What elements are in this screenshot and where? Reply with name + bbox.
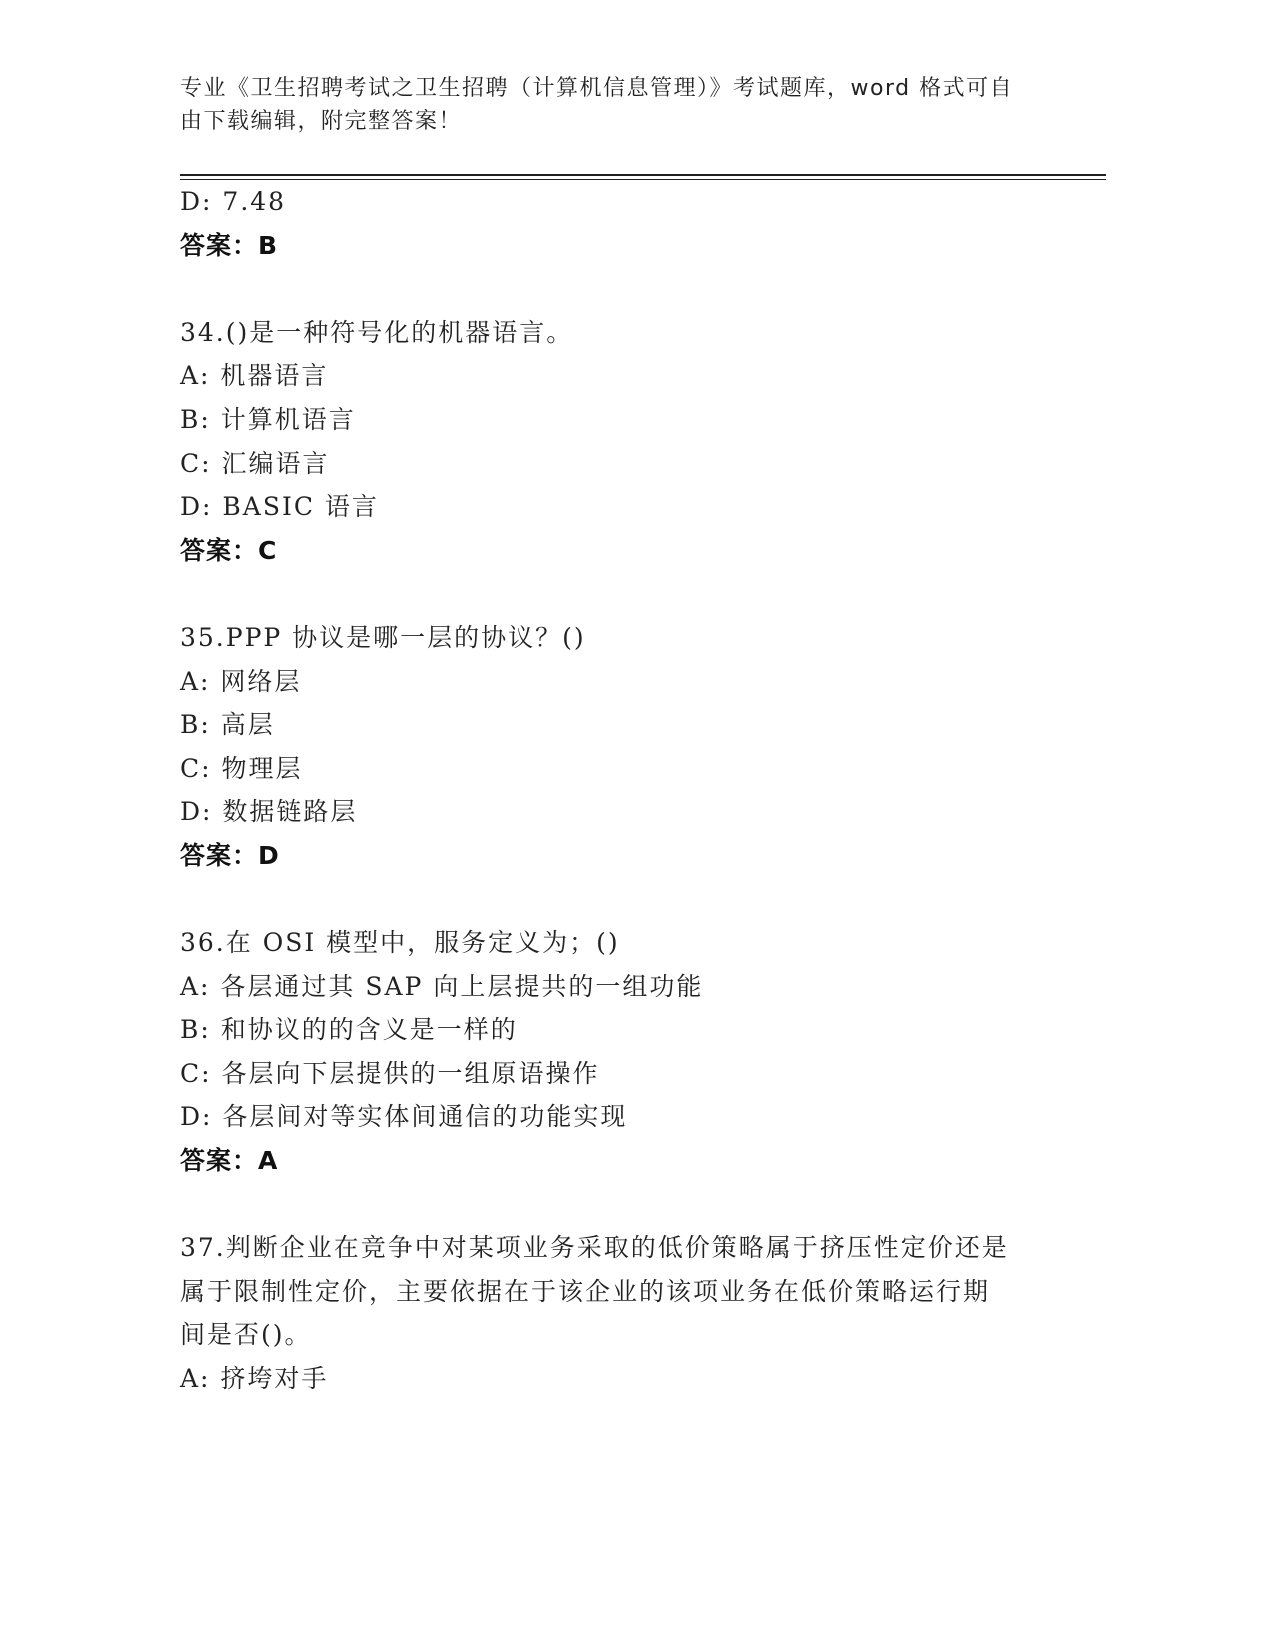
header-line-1: 专业《卫生招聘考试之卫生招聘（计算机信息管理）》考试题库，word 格式可自 — [180, 76, 1014, 101]
option-a: A: 挤垮对手 — [180, 1364, 329, 1394]
document-header — [180, 72, 1060, 138]
question-stem-line-2: 属于限制性定价，主要依据在于该企业的该项业务在低价策略运行期 — [180, 1276, 991, 1306]
spacer — [180, 267, 1060, 311]
option-c: C: 各层向下层提供的一组原语操作 — [180, 1058, 600, 1088]
option-b: B: 和协议的的含义是一样的 — [180, 1015, 518, 1045]
option-d: D: 7.48 — [180, 187, 287, 216]
question-stem: 35.PPP 协议是哪一层的协议？() — [180, 622, 586, 652]
spacer — [180, 878, 1060, 922]
option-d: D: 数据链路层 — [180, 797, 358, 827]
spacer — [180, 572, 1060, 616]
answer-line: 答案：B — [180, 230, 279, 260]
option-a: A: 网络层 — [180, 666, 302, 696]
header-line-2: 由下载编辑，附完整答案！ — [180, 109, 463, 134]
question-stem: 34.()是一种符号化的机器语言。 — [180, 317, 574, 347]
option-b: B: 高层 — [180, 710, 275, 740]
option-a: A: 各层通过其 SAP 向上层提共的一组功能 — [180, 971, 704, 1001]
option-c: C: 物理层 — [180, 753, 303, 783]
option-d: D: BASIC 语言 — [180, 492, 379, 522]
option-d: D: 各层间对等实体间通信的功能实现 — [180, 1102, 628, 1132]
question-list — [180, 180, 1060, 1401]
question-stem: 36.在 OSI 模型中，服务定义为；() — [180, 928, 620, 958]
answer-line: 答案：C — [180, 535, 278, 565]
header-divider-thick — [180, 174, 1106, 176]
option-a: A: 机器语言 — [180, 361, 329, 391]
question-stem-line-1: 37.判断企业在竞争中对某项业务采取的低价策略属于挤压性定价还是 — [180, 1233, 1009, 1263]
question-stem-line-3: 间是否()。 — [180, 1320, 312, 1350]
option-b: B: 计算机语言 — [180, 404, 356, 434]
answer-line: 答案：D — [180, 840, 280, 870]
option-c: C: 汇编语言 — [180, 448, 330, 478]
answer-line: 答案：A — [180, 1146, 279, 1176]
spacer — [180, 1183, 1060, 1227]
